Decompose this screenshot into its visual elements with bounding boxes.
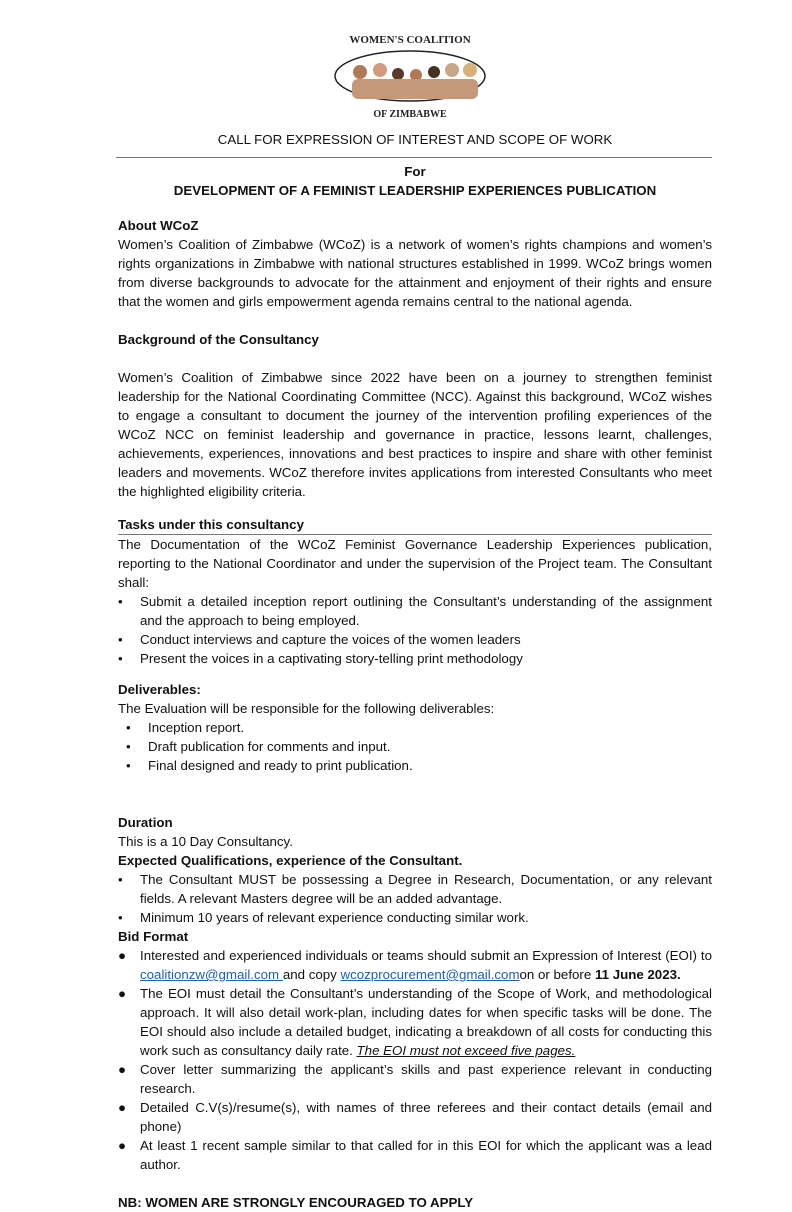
list-item: ● At least 1 recent sample similar to that called for in this EOI for which the applicant was a lead author. bbox=[118, 1138, 712, 1172]
document-subtitle: DEVELOPMENT OF A FEMINIST LEADERSHIP EXPERIENCES PUBLICATION bbox=[173, 183, 657, 198]
page-limit-note: The EOI must not exceed five pages. bbox=[356, 1043, 576, 1058]
tasks-heading: Tasks under this consultancy bbox=[118, 515, 712, 535]
about-heading: About WCoZ bbox=[118, 218, 199, 233]
list-item: • Present the voices in a captivating story-telling print methodology bbox=[118, 651, 523, 666]
document-page bbox=[118, 130, 712, 1212]
list-item: • Final designed and ready to print publication. bbox=[126, 758, 413, 773]
deliverables-list bbox=[126, 718, 712, 775]
bid-format-heading: Bid Format bbox=[118, 929, 189, 944]
list-item: • Conduct interviews and capture the voices of the women leaders bbox=[118, 632, 521, 647]
duration-text: This is a 10 Day Consultancy. bbox=[118, 834, 293, 849]
list-item: • Submit a detailed inception report outlining the Consultant’s understanding of the assignment and the approach to being employed. bbox=[118, 594, 712, 628]
list-item: • Draft publication for comments and input. bbox=[126, 739, 391, 754]
nb-note: NB: WOMEN ARE STRONGLY ENCOURAGED TO APPLY bbox=[118, 1195, 474, 1210]
bid-format-list bbox=[118, 946, 712, 1174]
background-heading: Background of the Consultancy bbox=[118, 332, 319, 347]
deliverables-intro: The Evaluation will be responsible for the following deliverables: bbox=[118, 701, 495, 716]
wcoz-logo bbox=[328, 24, 493, 124]
background-text: Women’s Coalition of Zimbabwe since 2022 have been on a journey to strengthen feminist leadership for the National Coordinating Committee (NCC). Against this background, WCoZ wishes to engage a consultant to document the journey of the intervention profiling experiences of the WCoZ NCC on feminist leadership and governance in practice, lessons learnt, challenges, achievements, experiences, innovations and best practices to inspire and share with other feminist leaders and movements. WCoZ therefore invites applications from interested Consultants who meet the highlighted eligibility criteria. bbox=[118, 370, 712, 499]
list-item: • The Consultant MUST be possessing a Degree in Research, Documentation, or any relevant fields. A relevant Masters degree will be an added advantage. bbox=[118, 872, 712, 906]
list-item: • Inception report. bbox=[126, 720, 245, 735]
deliverables-heading: Deliverables: bbox=[118, 682, 201, 697]
qualifications-list bbox=[118, 870, 712, 927]
tasks-list bbox=[118, 592, 712, 668]
duration-heading: Duration bbox=[118, 815, 173, 830]
list-item: • Minimum 10 years of relevant experience conducting similar work. bbox=[118, 910, 529, 925]
logo-top-text: WOMEN'S COALITION bbox=[349, 34, 471, 46]
logo-bottom-text: OF ZIMBABWE bbox=[373, 109, 447, 120]
list-item: ● Detailed C.V(s)/resume(s), with names of three referees and their contact details (email and phone) bbox=[118, 1100, 712, 1134]
list-item: ● The EOI must detail the Consultant’s understanding of the Scope of Work, and methodological approach. It will also detail work-plan, including dates for when specific tasks will be done. The EOI should also include a detailed budget, indicating a breakdown of all costs for conducting this work such as consultancy daily rate. The EOI must not exceed five pages. bbox=[118, 986, 712, 1058]
for-label: For bbox=[404, 164, 426, 179]
deadline-date: 11 June 2023. bbox=[594, 967, 681, 982]
about-text: Women’s Coalition of Zimbabwe (WCoZ) is a network of women’s rights champions and women’s rights organizations in Zimbabwe with national structures established in 1999. WCoZ brings women from diverse backgrounds to advocate for the attainment and enjoyment of their rights and ensure that the women and girls empowerment agenda remains central to the national agenda. bbox=[118, 237, 712, 309]
qualifications-heading: Expected Qualifications, experience of the Consultant. bbox=[118, 853, 463, 868]
divider bbox=[116, 157, 712, 158]
email-link-coalitionzw[interactable]: coalitionzw@gmail.com bbox=[140, 967, 283, 982]
email-link-procurement[interactable]: wcozprocurement@gmail.com bbox=[340, 967, 520, 982]
document-title: CALL FOR EXPRESSION OF INTEREST AND SCOPE OF WORK bbox=[217, 132, 613, 147]
tasks-intro: The Documentation of the WCoZ Feminist Governance Leadership Experiences publication, reporting to the National Coordinator and under the supervision of the Project team. The Consultant shall: bbox=[118, 537, 712, 590]
list-item: ● Cover letter summarizing the applicant’s skills and past experience relevant in conducting research. bbox=[118, 1062, 712, 1096]
list-item: ● Interested and experienced individuals or teams should submit an Expression of Interest (EOI) to coalitionzw@gmail.com and copy wcozprocurement@gmail.comon or before 11 June 2023. bbox=[118, 948, 712, 982]
